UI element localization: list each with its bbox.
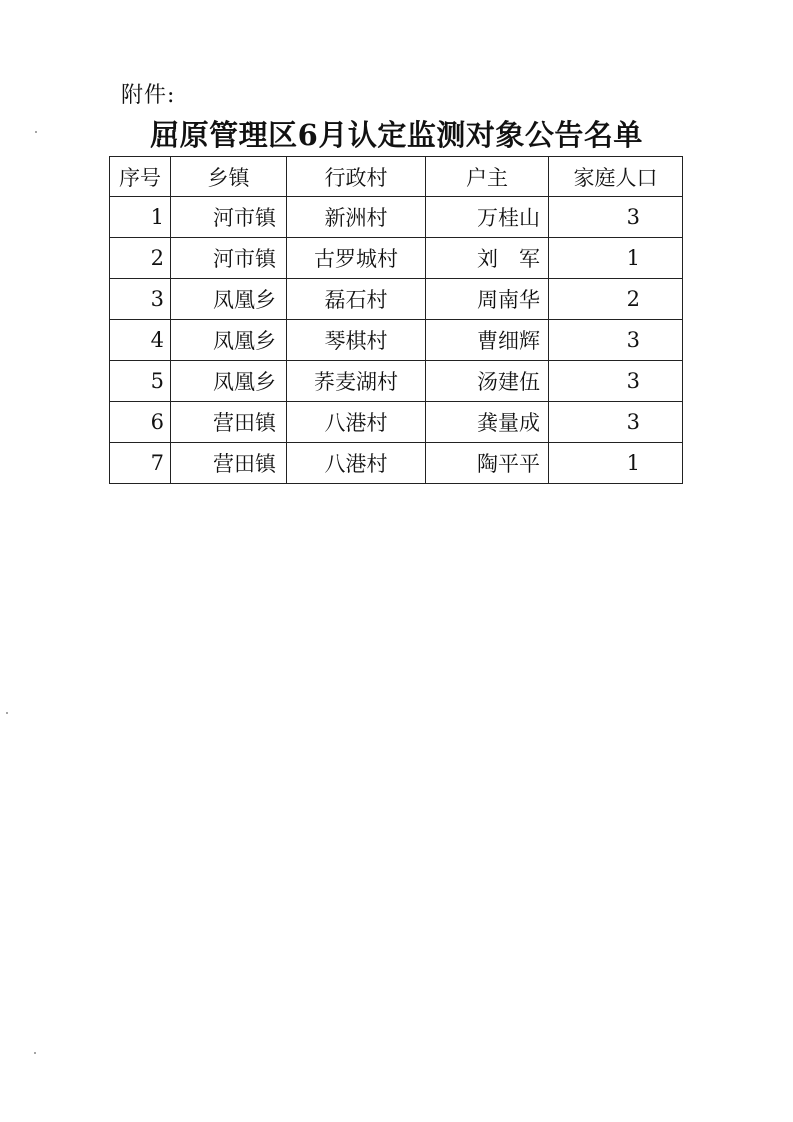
cell-seq: 1 (110, 197, 171, 238)
table-row (110, 279, 683, 320)
cell-village: 琴棋村 (287, 320, 426, 361)
table-row (110, 402, 683, 443)
cell-village: 磊石村 (287, 279, 426, 320)
cell-town: 凤凰乡 (171, 361, 287, 402)
cell-population: 1 (549, 238, 683, 279)
cell-town: 营田镇 (171, 443, 287, 484)
cell-village: 荞麦湖村 (287, 361, 426, 402)
scan-speck (34, 1052, 36, 1054)
cell-population: 3 (549, 402, 683, 443)
table-row (110, 443, 683, 484)
cell-seq: 2 (110, 238, 171, 279)
cell-population: 3 (549, 361, 683, 402)
monitoring-roster-table (109, 156, 683, 484)
cell-town: 凤凰乡 (171, 279, 287, 320)
cell-town: 营田镇 (171, 402, 287, 443)
header-population: 家庭人口 (549, 157, 683, 197)
cell-village: 古罗城村 (287, 238, 426, 279)
cell-seq: 3 (110, 279, 171, 320)
header-village: 行政村 (287, 157, 426, 197)
cell-population: 1 (549, 443, 683, 484)
table-row (110, 238, 683, 279)
cell-town: 河市镇 (171, 197, 287, 238)
cell-household-head: 陶平平 (426, 443, 549, 484)
cell-village: 新洲村 (287, 197, 426, 238)
header-seq: 序号 (110, 157, 171, 197)
cell-seq: 5 (110, 361, 171, 402)
header-household-head: 户主 (426, 157, 549, 197)
cell-population: 3 (549, 320, 683, 361)
cell-village: 八港村 (287, 402, 426, 443)
cell-household-head: 曹细辉 (426, 320, 549, 361)
cell-seq: 6 (110, 402, 171, 443)
cell-household-head: 龚量成 (426, 402, 549, 443)
table-row (110, 361, 683, 402)
cell-seq: 4 (110, 320, 171, 361)
cell-household-head: 刘 军 (426, 238, 549, 279)
cell-household-head: 汤建伍 (426, 361, 549, 402)
document-title: 屈原管理区6月认定监测对象公告名单 (150, 118, 643, 152)
table-header-row (110, 157, 683, 197)
attachment-label: 附件: (121, 83, 176, 108)
cell-population: 2 (549, 279, 683, 320)
cell-household-head: 万桂山 (426, 197, 549, 238)
header-town: 乡镇 (171, 157, 287, 197)
scan-speck (6, 712, 8, 714)
cell-town: 河市镇 (171, 238, 287, 279)
cell-town: 凤凰乡 (171, 320, 287, 361)
cell-population: 3 (549, 197, 683, 238)
cell-seq: 7 (110, 443, 171, 484)
table-row (110, 197, 683, 238)
cell-household-head: 周南华 (426, 279, 549, 320)
table-row (110, 320, 683, 361)
scan-speck (35, 131, 37, 133)
cell-village: 八港村 (287, 443, 426, 484)
